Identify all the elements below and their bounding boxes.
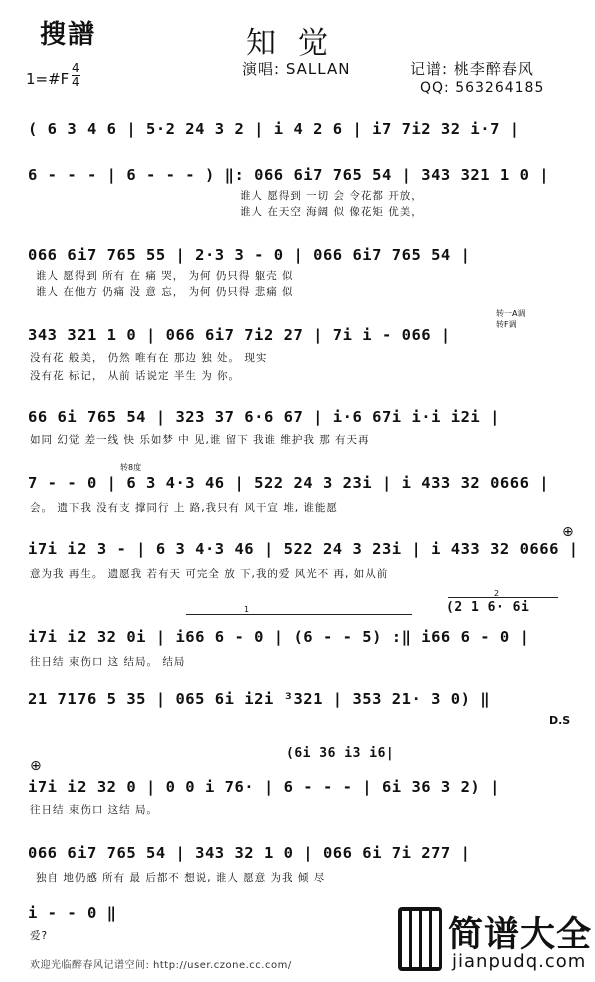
brand-logo <box>398 907 594 979</box>
singer: 演唱: SALLAN <box>242 60 351 78</box>
lyric-row-10: 往日结 束伤口 这结 局。 <box>30 804 159 816</box>
piano-keys-icon <box>398 907 442 971</box>
coda-sign-icon-2: ⊕ <box>30 758 42 774</box>
key-signature: 1=#F <box>26 70 70 88</box>
lyric-row-4b: 没有花 标记， 从前 话说定 半生 为 你。 <box>30 370 241 382</box>
ds-mark: D.S <box>549 714 571 727</box>
lyric-row-12: 爱? <box>30 930 49 942</box>
transcriber: 记谱: 桃李醉春风 <box>410 60 534 78</box>
volta-1-label: 1 <box>244 605 250 614</box>
score-row-2: 6 - - - | 6 - - - ) ‖: 066 6i7 765 54 | 343 321 1 0 | <box>28 166 550 184</box>
lyric-row-4a: 没有花 般美， 仍然 唯有在 那边 独 处。 现实 <box>30 352 268 364</box>
score-row-9: 21 7176 5 35 | 065 6i i2i ³321 | 353 21· 3 0) ‖ <box>28 690 491 708</box>
coda-tag: 转8度 <box>120 463 142 472</box>
lyric-row-5: 如同 幻觉 差一线 快 乐如梦 中 见,谁 留下 我谁 维护我 那 有天再 <box>30 434 370 446</box>
side-note-1: 转一A调 <box>496 309 526 318</box>
lyric-row-2a: 谁人 愿得到 一切 会 令花都 开放， <box>240 190 423 202</box>
lyric-row-11: 独自 地仍感 所有 最 后都不 想说, 谁人 愿意 为我 倾 尽 <box>36 872 326 884</box>
time-signature <box>72 62 80 89</box>
alt-prefix: (2 1 6· 6i <box>446 600 530 615</box>
score-row-10: i7i i2 32 0 | 0 0 i 76· | 6 - - - | 6i 36 3 2) | <box>28 778 500 796</box>
lyric-row-7: 意为我 再生。 遗愿我 若有天 可完全 放 下,我的爱 风光不 再, 如从前 <box>30 568 389 580</box>
score-row-5: 66 6i 765 54 | 323 37 6·6 67 | i·6 67i i·i i2i | <box>28 408 500 426</box>
lyric-row-3a: 谁人 愿得到 所有 在 痛 哭， 为何 仍只得 躯壳 似 <box>36 270 294 282</box>
coda-sign-icon: ⊕ <box>562 524 574 540</box>
score-row-3: 066 6i7 765 55 | 2·3 3 - 0 | 066 6i7 765 54 | <box>28 246 471 264</box>
score-row-1: ( 6 3 4 6 | 5·2 24 3 2 | i 4 2 6 | i7 7i2 32 i·7 | <box>28 120 520 138</box>
lyric-row-6: 会。 遗下我 没有支 撑同行 上 路,我只有 风干宣 堆, 谁能愿 <box>30 502 338 514</box>
song-title: 知觉 <box>246 26 350 61</box>
volta-2-label: 2 <box>494 589 500 598</box>
volta-2-bracket <box>448 597 558 598</box>
lyric-row-3b: 谁人 在他方 仍痛 没 意 忘， 为何 仍只得 悲痛 似 <box>36 286 294 298</box>
meter-bottom: 4 <box>72 75 80 89</box>
volta-1-bracket <box>186 614 412 615</box>
score-row-8: i7i i2 32 0i | i66 6 - 0 | (6 - - 5) :‖ i66 6 - 0 | <box>28 628 530 646</box>
side-note-2: 转F调 <box>496 320 517 329</box>
score-row-4: 343 321 1 0 | 066 6i7 7i2 27 | 7i i - 066 | <box>28 326 451 344</box>
brand-url: jianpudq.com <box>452 951 587 972</box>
alt-last: (6i 36 i3 i6| <box>286 746 395 761</box>
site-logo: 搜譜 <box>40 20 97 50</box>
qq-contact: QQ: 563264185 <box>420 80 545 96</box>
score-row-7: i7i i2 3 - | 6 3 4·3 46 | 522 24 3 23i | i 433 32 0666 | <box>28 540 579 558</box>
lyric-row-2b: 谁人 在天空 海阔 似 像花矩 优美， <box>240 206 423 218</box>
score-row-6: 7 - - 0 | 6 3 4·3 46 | 522 24 3 23i | i 433 32 0666 | <box>28 474 550 492</box>
brand-name: 简谱大全 <box>448 915 593 955</box>
score-row-12: i - - 0 ‖ <box>28 904 117 922</box>
footer-text: 欢迎光临醉春风记谱空间: http://user.czone.cc.com/ <box>30 960 292 971</box>
meter-top: 4 <box>72 61 80 75</box>
score-row-11: 066 6i7 765 54 | 343 32 1 0 | 066 6i 7i 277 | <box>28 844 471 862</box>
lyric-row-8: 往日结 束伤口 这 结局。 结局 <box>30 656 186 668</box>
